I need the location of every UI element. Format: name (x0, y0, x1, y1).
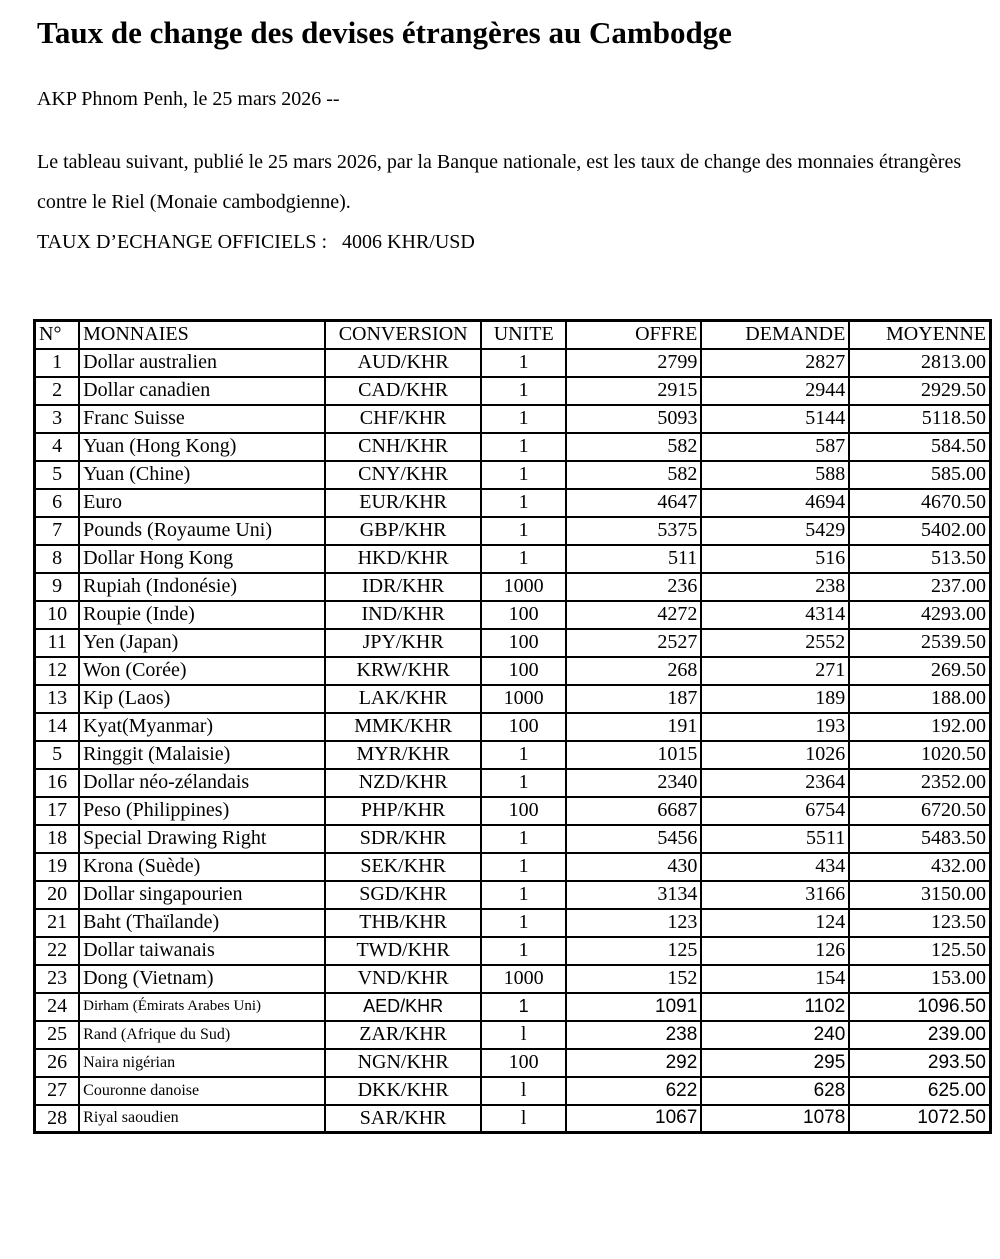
offer-cell: 430 (566, 853, 701, 881)
page-title: Taux de change des devises étrangères au Cambodge (37, 15, 732, 50)
row-number-cell: 16 (35, 769, 80, 797)
conversion-cell: CAD/KHR (325, 377, 482, 405)
table-row (35, 713, 991, 741)
average-cell: 1096.50 (849, 993, 990, 1021)
offer-cell: 6687 (566, 797, 701, 825)
row-number-cell: 14 (35, 713, 80, 741)
dateline: AKP Phnom Penh, le 25 mars 2026 -- (37, 88, 340, 110)
conversion-cell: MMK/KHR (325, 713, 482, 741)
conversion-cell: NGN/KHR (325, 1049, 482, 1077)
row-number-cell: 28 (35, 1105, 80, 1133)
offer-cell: 5375 (566, 517, 701, 545)
demand-cell: 124 (701, 909, 849, 937)
unit-cell: 1 (481, 545, 566, 573)
table-row (35, 517, 991, 545)
average-cell: 6720.50 (849, 797, 990, 825)
offer-cell: 1015 (566, 741, 701, 769)
unit-cell: l (481, 1021, 566, 1049)
conversion-cell: CHF/KHR (325, 405, 482, 433)
average-cell: 293.50 (849, 1049, 990, 1077)
row-number-cell: 9 (35, 573, 80, 601)
table-row (35, 349, 991, 377)
conversion-cell: JPY/KHR (325, 629, 482, 657)
demand-cell: 628 (701, 1077, 849, 1105)
demand-cell: 6754 (701, 797, 849, 825)
row-number-cell: 23 (35, 965, 80, 993)
average-cell: 237.00 (849, 573, 990, 601)
average-cell: 5118.50 (849, 405, 990, 433)
currency-name-cell: Dong (Vietnam) (79, 965, 325, 993)
demand-cell: 588 (701, 461, 849, 489)
offer-cell: 191 (566, 713, 701, 741)
row-number-cell: 24 (35, 993, 80, 1021)
table-row (35, 769, 991, 797)
table-row (35, 405, 991, 433)
currency-name-cell: Couronne danoise (79, 1077, 325, 1105)
unit-cell: 1 (481, 489, 566, 517)
average-cell: 188.00 (849, 685, 990, 713)
unit-cell: 100 (481, 797, 566, 825)
row-number-cell: 25 (35, 1021, 80, 1049)
unit-cell: 100 (481, 629, 566, 657)
demand-cell: 2827 (701, 349, 849, 377)
header-currency: MONNAIES (79, 321, 325, 349)
currency-name-cell: Franc Suisse (79, 405, 325, 433)
demand-cell: 154 (701, 965, 849, 993)
rates-table-body (35, 349, 991, 1133)
table-row (35, 601, 991, 629)
currency-name-cell: Dirham (Émirats Arabes Uni) (79, 993, 325, 1021)
currency-name-cell: Dollar singapourien (79, 881, 325, 909)
table-row (35, 1077, 991, 1105)
conversion-cell: MYR/KHR (325, 741, 482, 769)
table-row (35, 1049, 991, 1077)
currency-name-cell: Dollar néo-zélandais (79, 769, 325, 797)
currency-name-cell: Roupie (Inde) (79, 601, 325, 629)
offer-cell: 4647 (566, 489, 701, 517)
demand-cell: 5144 (701, 405, 849, 433)
demand-cell: 2944 (701, 377, 849, 405)
intro-paragraph: Le tableau suivant, publié le 25 mars 2026, par la Banque nationale, est les taux de change des monnaies étrangères contre le Riel (Monaie cambodgienne). (37, 151, 967, 213)
offer-cell: 582 (566, 461, 701, 489)
row-number-cell: 10 (35, 601, 80, 629)
average-cell: 4670.50 (849, 489, 990, 517)
conversion-cell: PHP/KHR (325, 797, 482, 825)
row-number-cell: 5 (35, 741, 80, 769)
average-cell: 5402.00 (849, 517, 990, 545)
table-row (35, 461, 991, 489)
unit-cell: 1 (481, 853, 566, 881)
conversion-cell: THB/KHR (325, 909, 482, 937)
unit-cell: 1 (481, 909, 566, 937)
currency-name-cell: Riyal saoudien (79, 1105, 325, 1133)
offer-cell: 268 (566, 657, 701, 685)
average-cell: 2929.50 (849, 377, 990, 405)
table-row (35, 825, 991, 853)
demand-cell: 189 (701, 685, 849, 713)
demand-cell: 271 (701, 657, 849, 685)
unit-cell: l (481, 1105, 566, 1133)
demand-cell: 3166 (701, 881, 849, 909)
average-cell: 3150.00 (849, 881, 990, 909)
header-offer: OFFRE (566, 321, 701, 349)
conversion-cell: LAK/KHR (325, 685, 482, 713)
demand-cell: 516 (701, 545, 849, 573)
currency-name-cell: Naira nigérian (79, 1049, 325, 1077)
currency-name-cell: Kip (Laos) (79, 685, 325, 713)
unit-cell: 1 (481, 377, 566, 405)
demand-cell: 2552 (701, 629, 849, 657)
row-number-cell: 19 (35, 853, 80, 881)
table-row (35, 377, 991, 405)
demand-cell: 4314 (701, 601, 849, 629)
header-conversion: CONVERSION (325, 321, 482, 349)
demand-cell: 2364 (701, 769, 849, 797)
offer-cell: 1067 (566, 1105, 701, 1133)
unit-cell: 100 (481, 601, 566, 629)
average-cell: 584.50 (849, 433, 990, 461)
average-cell: 125.50 (849, 937, 990, 965)
demand-cell: 587 (701, 433, 849, 461)
unit-cell: 1000 (481, 573, 566, 601)
unit-cell: 1000 (481, 965, 566, 993)
conversion-cell: ZAR/KHR (325, 1021, 482, 1049)
table-row (35, 937, 991, 965)
average-cell: 153.00 (849, 965, 990, 993)
conversion-cell: CNH/KHR (325, 433, 482, 461)
offer-cell: 123 (566, 909, 701, 937)
row-number-cell: 7 (35, 517, 80, 545)
conversion-cell: SGD/KHR (325, 881, 482, 909)
average-cell: 239.00 (849, 1021, 990, 1049)
unit-cell: 1 (481, 349, 566, 377)
offer-cell: 5093 (566, 405, 701, 433)
demand-cell: 295 (701, 1049, 849, 1077)
conversion-cell: SEK/KHR (325, 853, 482, 881)
demand-cell: 126 (701, 937, 849, 965)
offer-cell: 2915 (566, 377, 701, 405)
demand-cell: 240 (701, 1021, 849, 1049)
conversion-cell: IND/KHR (325, 601, 482, 629)
row-number-cell: 17 (35, 797, 80, 825)
conversion-cell: AUD/KHR (325, 349, 482, 377)
currency-name-cell: Euro (79, 489, 325, 517)
row-number-cell: 13 (35, 685, 80, 713)
row-number-cell: 6 (35, 489, 80, 517)
row-number-cell: 1 (35, 349, 80, 377)
conversion-cell: VND/KHR (325, 965, 482, 993)
table-row (35, 685, 991, 713)
table-row (35, 657, 991, 685)
currency-name-cell: Krona (Suède) (79, 853, 325, 881)
demand-cell: 1102 (701, 993, 849, 1021)
currency-name-cell: Yuan (Chine) (79, 461, 325, 489)
demand-cell: 238 (701, 573, 849, 601)
unit-cell: 1 (481, 825, 566, 853)
currency-name-cell: Yuan (Hong Kong) (79, 433, 325, 461)
conversion-cell: CNY/KHR (325, 461, 482, 489)
official-rate-line: TAUX D’ECHANGE OFFICIELS : 4006 KHR/USD (37, 231, 475, 253)
header-average: MOYENNE (849, 321, 990, 349)
table-header-row (35, 321, 991, 349)
demand-cell: 434 (701, 853, 849, 881)
currency-name-cell: Dollar Hong Kong (79, 545, 325, 573)
row-number-cell: 2 (35, 377, 80, 405)
table-row (35, 797, 991, 825)
currency-name-cell: Dollar australien (79, 349, 325, 377)
currency-name-cell: Rand (Afrique du Sud) (79, 1021, 325, 1049)
table-row (35, 1021, 991, 1049)
unit-cell: 1 (481, 937, 566, 965)
unit-cell: l (481, 1077, 566, 1105)
table-row (35, 853, 991, 881)
offer-cell: 152 (566, 965, 701, 993)
offer-cell: 187 (566, 685, 701, 713)
row-number-cell: 3 (35, 405, 80, 433)
average-cell: 123.50 (849, 909, 990, 937)
unit-cell: 1 (481, 741, 566, 769)
row-number-cell: 22 (35, 937, 80, 965)
currency-name-cell: Baht (Thaïlande) (79, 909, 325, 937)
currency-name-cell: Dollar taiwanais (79, 937, 325, 965)
table-row (35, 489, 991, 517)
header-demand: DEMANDE (701, 321, 849, 349)
average-cell: 1072.50 (849, 1105, 990, 1133)
offer-cell: 238 (566, 1021, 701, 1049)
average-cell: 2539.50 (849, 629, 990, 657)
conversion-cell: KRW/KHR (325, 657, 482, 685)
average-cell: 192.00 (849, 713, 990, 741)
conversion-cell: SDR/KHR (325, 825, 482, 853)
table-row (35, 629, 991, 657)
unit-cell: 1 (481, 405, 566, 433)
conversion-cell: GBP/KHR (325, 517, 482, 545)
table-row (35, 573, 991, 601)
offer-cell: 1091 (566, 993, 701, 1021)
row-number-cell: 27 (35, 1077, 80, 1105)
conversion-cell: TWD/KHR (325, 937, 482, 965)
currency-name-cell: Peso (Philippines) (79, 797, 325, 825)
currency-name-cell: Pounds (Royaume Uni) (79, 517, 325, 545)
unit-cell: 100 (481, 713, 566, 741)
header-number: N° (35, 321, 80, 349)
unit-cell: 1 (481, 881, 566, 909)
offer-cell: 4272 (566, 601, 701, 629)
currency-name-cell: Won (Corée) (79, 657, 325, 685)
currency-name-cell: Special Drawing Right (79, 825, 325, 853)
offer-cell: 582 (566, 433, 701, 461)
offer-cell: 125 (566, 937, 701, 965)
table-row (35, 965, 991, 993)
average-cell: 513.50 (849, 545, 990, 573)
exchange-rates-table (33, 319, 992, 1134)
unit-cell: 1 (481, 993, 566, 1021)
offer-cell: 2799 (566, 349, 701, 377)
row-number-cell: 8 (35, 545, 80, 573)
currency-name-cell: Rupiah (Indonésie) (79, 573, 325, 601)
conversion-cell: SAR/KHR (325, 1105, 482, 1133)
offer-cell: 236 (566, 573, 701, 601)
offer-cell: 622 (566, 1077, 701, 1105)
offer-cell: 2527 (566, 629, 701, 657)
demand-cell: 1026 (701, 741, 849, 769)
average-cell: 4293.00 (849, 601, 990, 629)
conversion-cell: EUR/KHR (325, 489, 482, 517)
offer-cell: 511 (566, 545, 701, 573)
unit-cell: 100 (481, 1049, 566, 1077)
table-row (35, 881, 991, 909)
row-number-cell: 4 (35, 433, 80, 461)
offer-cell: 2340 (566, 769, 701, 797)
average-cell: 432.00 (849, 853, 990, 881)
conversion-cell: AED/KHR (325, 993, 482, 1021)
currency-name-cell: Dollar canadien (79, 377, 325, 405)
row-number-cell: 18 (35, 825, 80, 853)
offer-cell: 292 (566, 1049, 701, 1077)
row-number-cell: 26 (35, 1049, 80, 1077)
row-number-cell: 21 (35, 909, 80, 937)
average-cell: 2352.00 (849, 769, 990, 797)
unit-cell: 1 (481, 517, 566, 545)
currency-name-cell: Yen (Japan) (79, 629, 325, 657)
conversion-cell: NZD/KHR (325, 769, 482, 797)
offer-cell: 5456 (566, 825, 701, 853)
unit-cell: 1 (481, 461, 566, 489)
table-row (35, 909, 991, 937)
demand-cell: 1078 (701, 1105, 849, 1133)
conversion-cell: DKK/KHR (325, 1077, 482, 1105)
table-row (35, 545, 991, 573)
conversion-cell: IDR/KHR (325, 573, 482, 601)
currency-name-cell: Kyat(Myanmar) (79, 713, 325, 741)
row-number-cell: 12 (35, 657, 80, 685)
average-cell: 2813.00 (849, 349, 990, 377)
row-number-cell: 20 (35, 881, 80, 909)
offer-cell: 3134 (566, 881, 701, 909)
table-row (35, 1105, 991, 1133)
unit-cell: 1 (481, 769, 566, 797)
demand-cell: 5429 (701, 517, 849, 545)
table-row (35, 741, 991, 769)
unit-cell: 1 (481, 433, 566, 461)
average-cell: 585.00 (849, 461, 990, 489)
demand-cell: 5511 (701, 825, 849, 853)
unit-cell: 100 (481, 657, 566, 685)
table-row (35, 993, 991, 1021)
average-cell: 1020.50 (849, 741, 990, 769)
currency-name-cell: Ringgit (Malaisie) (79, 741, 325, 769)
average-cell: 625.00 (849, 1077, 990, 1105)
average-cell: 5483.50 (849, 825, 990, 853)
header-unit: UNITE (481, 321, 566, 349)
conversion-cell: HKD/KHR (325, 545, 482, 573)
unit-cell: 1000 (481, 685, 566, 713)
table-row (35, 433, 991, 461)
demand-cell: 4694 (701, 489, 849, 517)
demand-cell: 193 (701, 713, 849, 741)
average-cell: 269.50 (849, 657, 990, 685)
row-number-cell: 11 (35, 629, 80, 657)
row-number-cell: 5 (35, 461, 80, 489)
